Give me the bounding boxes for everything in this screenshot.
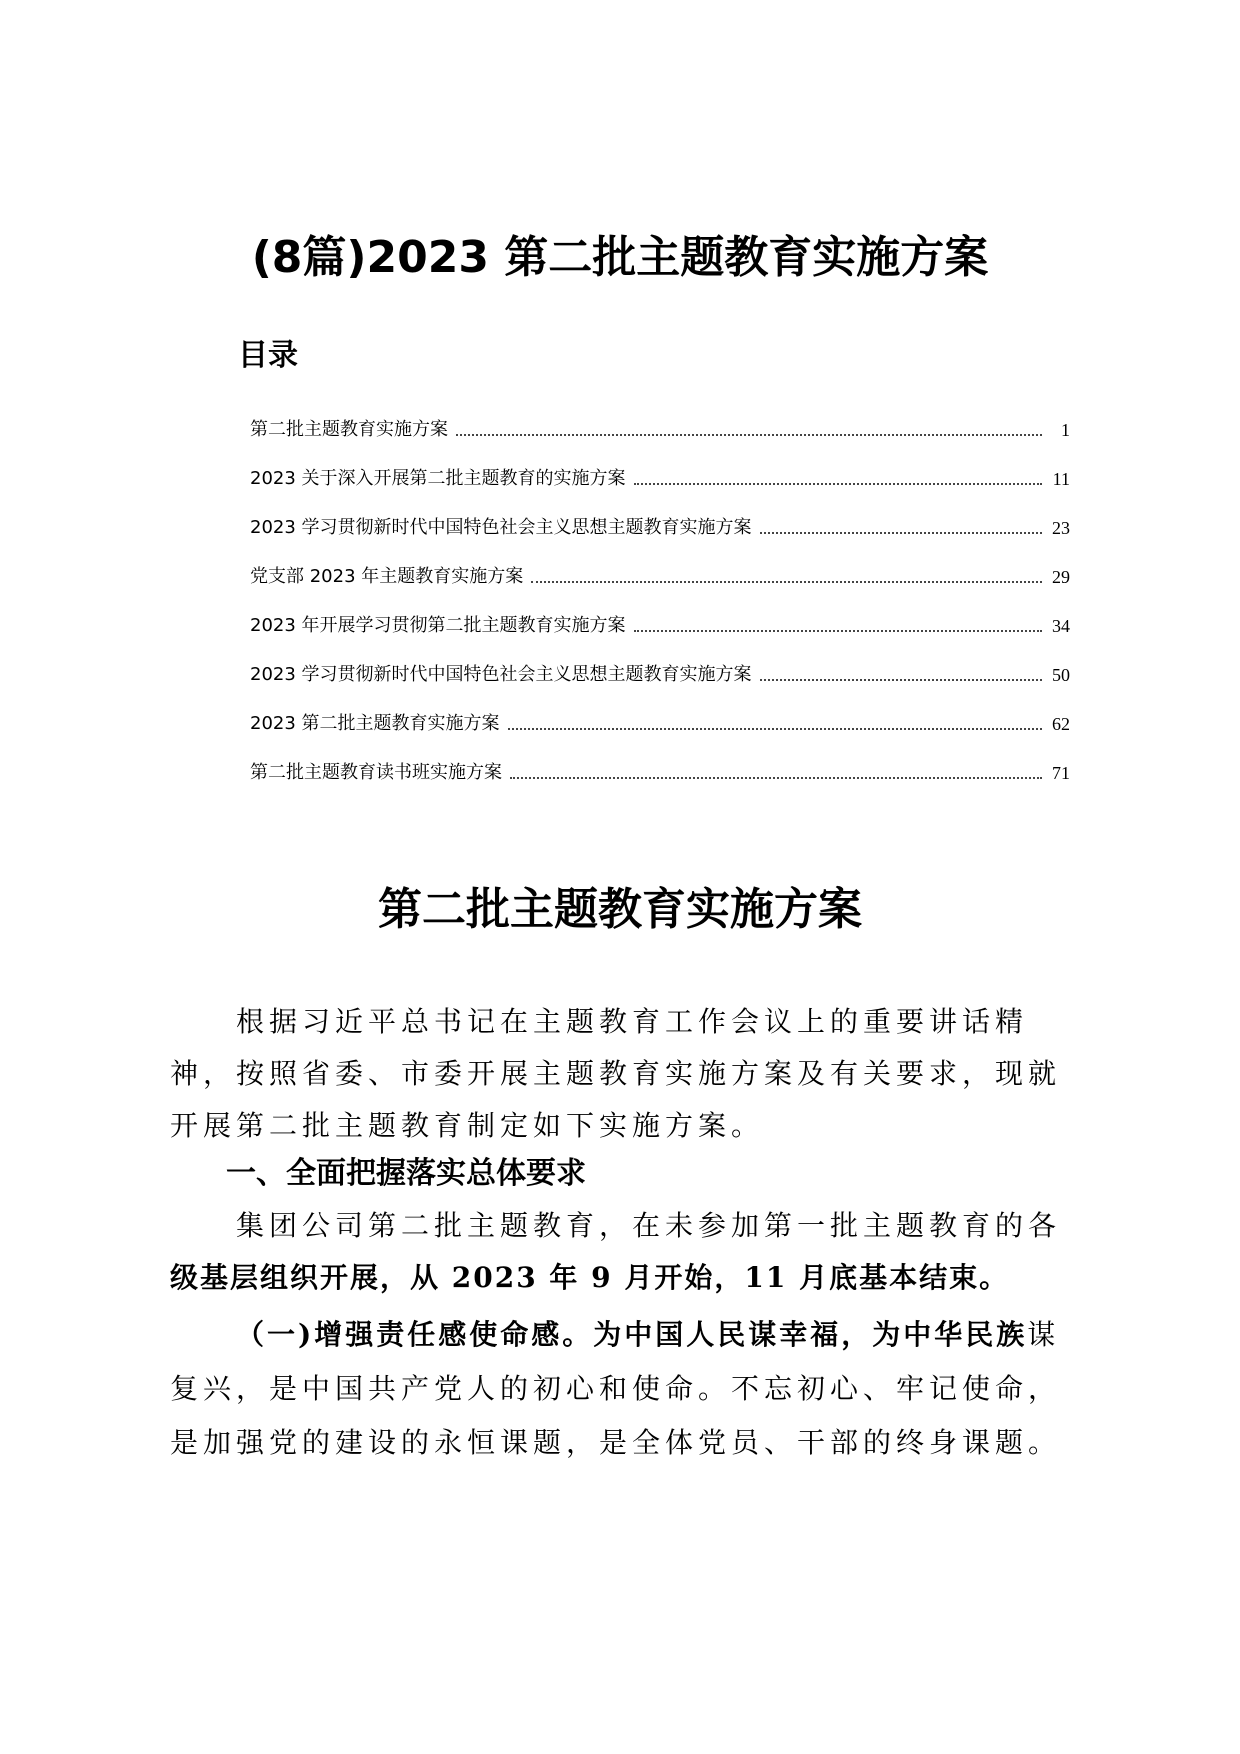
- toc-leader-dots: [634, 630, 1042, 632]
- toc-leader-dots: [456, 434, 1042, 436]
- toc-entry[interactable]: [250, 739, 1070, 788]
- toc-entry-page: 34: [1052, 616, 1070, 636]
- body-text-line: 集团公司第二批主题教育，在未参加第一批主题教育的各: [236, 1209, 1062, 1242]
- toc-entry-label: 党支部 2023 年主题教育实施方案: [250, 566, 524, 587]
- toc-leader-dots: [760, 679, 1042, 681]
- toc-heading: 目录: [238, 338, 298, 373]
- toc-leader-dots: [508, 728, 1042, 730]
- toc-entry[interactable]: [250, 690, 1070, 739]
- intro-paragraph: 根据习近平总书记在主题教育工作会议上的重要讲话精神，按照省委、市委开展主题教育实施方案及有关要求，现就开展第二批主题教育制定如下实施方案。: [170, 1005, 1062, 1142]
- toc-entry-label: 2023 关于深入开展第二批主题教育的实施方案: [250, 468, 626, 489]
- section-title: 第二批主题教育实施方案: [378, 884, 862, 935]
- body-text-bold: 级基层组织开展，从 2023 年 9 月开始，11 月底基本结束。: [170, 1261, 1010, 1294]
- toc-entry[interactable]: [250, 494, 1070, 543]
- toc-entry[interactable]: [250, 592, 1070, 641]
- toc-entry-page: 29: [1052, 567, 1070, 587]
- toc-entry-label: 2023 学习贯彻新时代中国特色社会主义思想主题教育实施方案: [250, 664, 752, 685]
- toc-entry[interactable]: [250, 641, 1070, 690]
- toc-entry-label: 第二批主题教育实施方案: [250, 419, 448, 440]
- toc-leader-dots: [510, 777, 1042, 779]
- toc-entry-label: 第二批主题教育读书班实施方案: [250, 762, 502, 783]
- toc-entry[interactable]: [250, 543, 1070, 592]
- toc-entry-label: 2023 第二批主题教育实施方案: [250, 713, 500, 734]
- toc-entry-page: 71: [1052, 763, 1070, 783]
- toc-leader-dots: [634, 483, 1042, 485]
- toc-entry[interactable]: [250, 396, 1070, 445]
- toc-entry-page: 62: [1052, 714, 1070, 734]
- toc-leader-dots: [760, 532, 1042, 534]
- toc-entry-page: 1: [1061, 420, 1070, 440]
- document-title: (8篇)2023 第二批主题教育实施方案: [251, 232, 989, 283]
- section-heading: 一、全面把握落实总体要求: [226, 1156, 586, 1191]
- body-paragraph: [170, 1308, 1080, 1470]
- toc-entry-page: 50: [1052, 665, 1070, 685]
- toc-entry-label: 2023 年开展学习贯彻第二批主题教育实施方案: [250, 615, 626, 636]
- toc-entry-page: 23: [1052, 518, 1070, 538]
- body-text-line: 谋复兴，是中国共产党人的初心和使命。不忘初心、牢记使命，是加强党的建设的永恒课题，是全体党员、干部的终身课题。: [170, 1318, 1062, 1459]
- table-of-contents: [250, 396, 1070, 788]
- body-paragraph: [170, 1200, 1080, 1304]
- toc-entry-page: 11: [1052, 469, 1070, 489]
- toc-entry[interactable]: [250, 445, 1070, 494]
- subsection-lead: （一)增强责任感使命感。为中国人民谋幸福，为中华民族: [236, 1318, 1028, 1351]
- toc-entry-label: 2023 学习贯彻新时代中国特色社会主义思想主题教育实施方案: [250, 517, 752, 538]
- toc-leader-dots: [531, 581, 1042, 583]
